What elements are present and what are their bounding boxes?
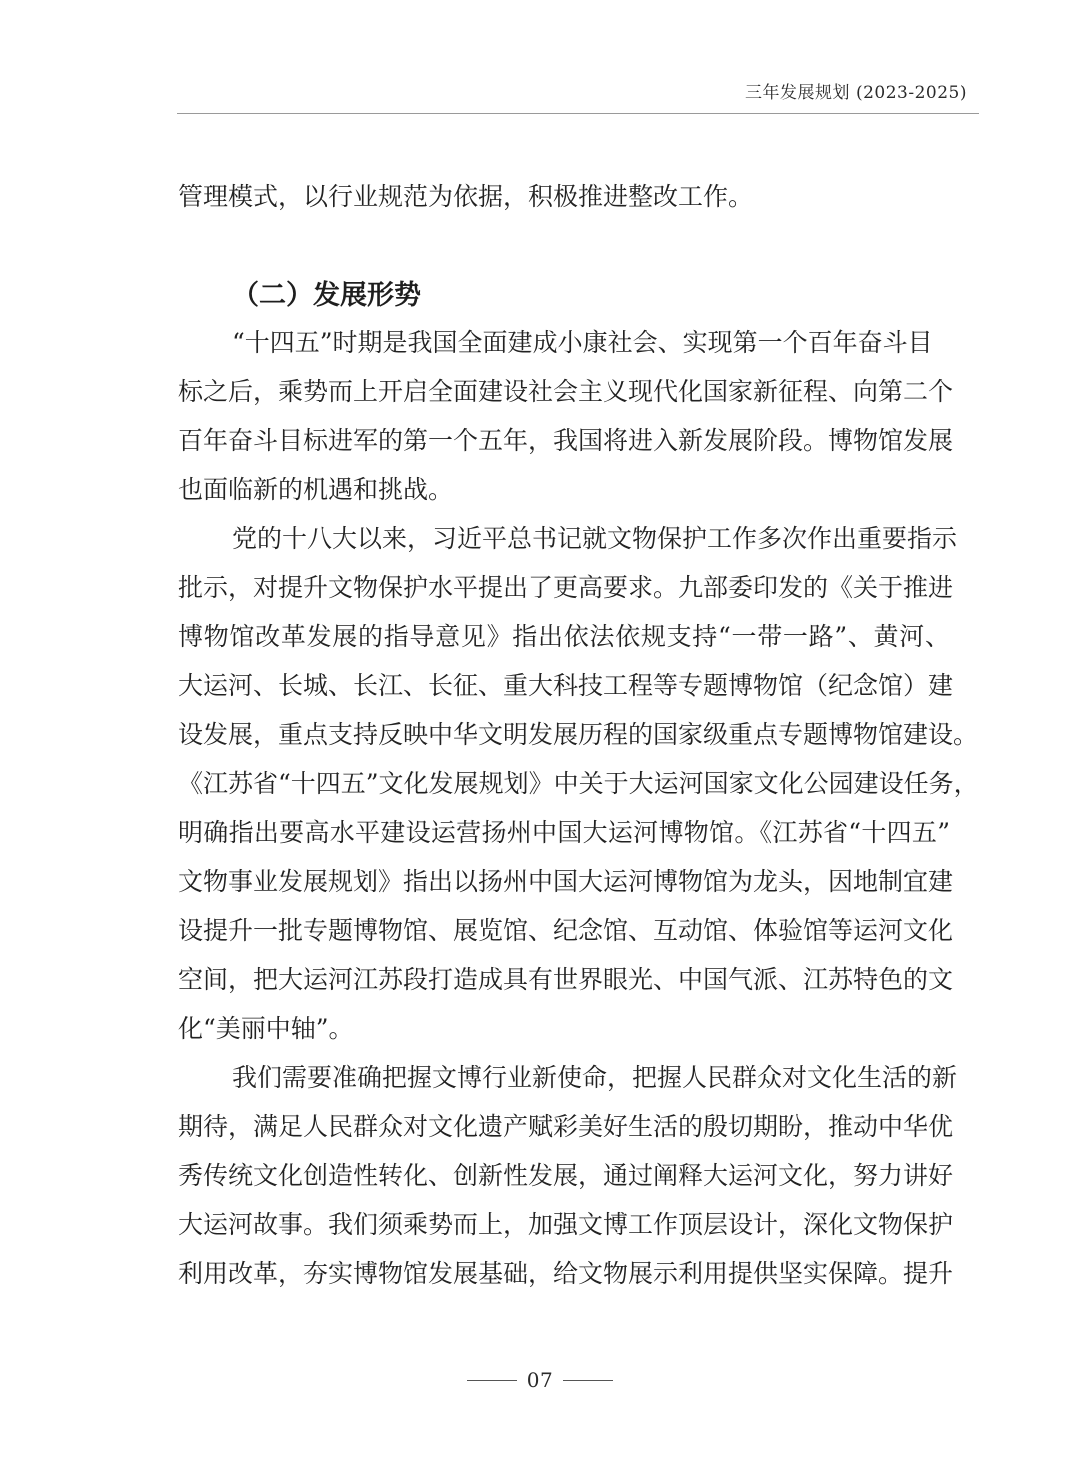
paragraph-line: “十四五”时期是我国全面建成小康社会、实现第一个百年奋斗目: [232, 328, 933, 357]
running-header: 三年发展规划 (2023-2025): [745, 83, 967, 103]
paragraph-line: 百年奋斗目标进军的第一个五年，我国将进入新发展阶段。博物馆发展: [178, 426, 954, 455]
paragraph-line: 利用改革，夯实博物馆发展基础，给文物展示利用提供坚实保障。提升: [178, 1259, 954, 1288]
header-divider: [177, 113, 979, 114]
paragraph-line: 我们需要准确把握文博行业新使命，把握人民群众对文化生活的新: [232, 1063, 958, 1092]
paragraph-line: 大运河故事。我们须乘势而上，加强文博工作顶层设计，深化文物保护: [178, 1210, 954, 1239]
paragraph-line: 批示，对提升文物保护水平提出了更高要求。九部委印发的《关于推进: [178, 573, 954, 602]
paragraph-line: 博物馆改革发展的指导意见》指出依法依规支持“一带一路”、黄河、: [178, 622, 950, 651]
footer-rule-right: [563, 1380, 613, 1381]
page-footer: [0, 1368, 1080, 1392]
paragraph-line: 管理模式，以行业规范为依据，积极推进整改工作。: [178, 182, 754, 211]
page-number: 07: [526, 1368, 554, 1392]
paragraph-line: 党的十八大以来，习近平总书记就文物保护工作多次作出重要指示: [232, 524, 958, 553]
paragraph-line: 明确指出要高水平建设运营扬州中国大运河博物馆。《江苏省“十四五”: [178, 818, 950, 847]
paragraph-line: 大运河、长城、长江、长征、重大科技工程等专题博物馆（纪念馆）建: [178, 671, 954, 700]
paragraph-line: 秀传统文化创造性转化、创新性发展，通过阐释大运河文化，努力讲好: [178, 1161, 954, 1190]
section-heading: （二）发展形势: [232, 280, 421, 311]
paragraph-line: 期待，满足人民群众对文化遗产赋彩美好生活的殷切期盼，推动中华优: [178, 1112, 954, 1141]
paragraph-line: 空间，把大运河江苏段打造成具有世界眼光、中国气派、江苏特色的文: [178, 965, 954, 994]
paragraph-line: 标之后，乘势而上开启全面建设社会主义现代化国家新征程、向第二个: [178, 377, 954, 406]
paragraph-line: 化“美丽中轴”。: [178, 1014, 354, 1043]
paragraph-line: 《江苏省“十四五”文化发展规划》中关于大运河国家文化公园建设任务，: [178, 769, 979, 798]
paragraph-line: 也面临新的机遇和挑战。: [178, 475, 454, 504]
paragraph-line: 设发展，重点支持反映中华文明发展历程的国家级重点专题博物馆建设。: [178, 720, 979, 749]
paragraph-line: 设提升一批专题博物馆、展览馆、纪念馆、互动馆、体验馆等运河文化: [178, 916, 954, 945]
footer-rule-left: [467, 1380, 517, 1381]
paragraph-line: 文物事业发展规划》指出以扬州中国大运河博物馆为龙头，因地制宜建: [178, 867, 954, 896]
